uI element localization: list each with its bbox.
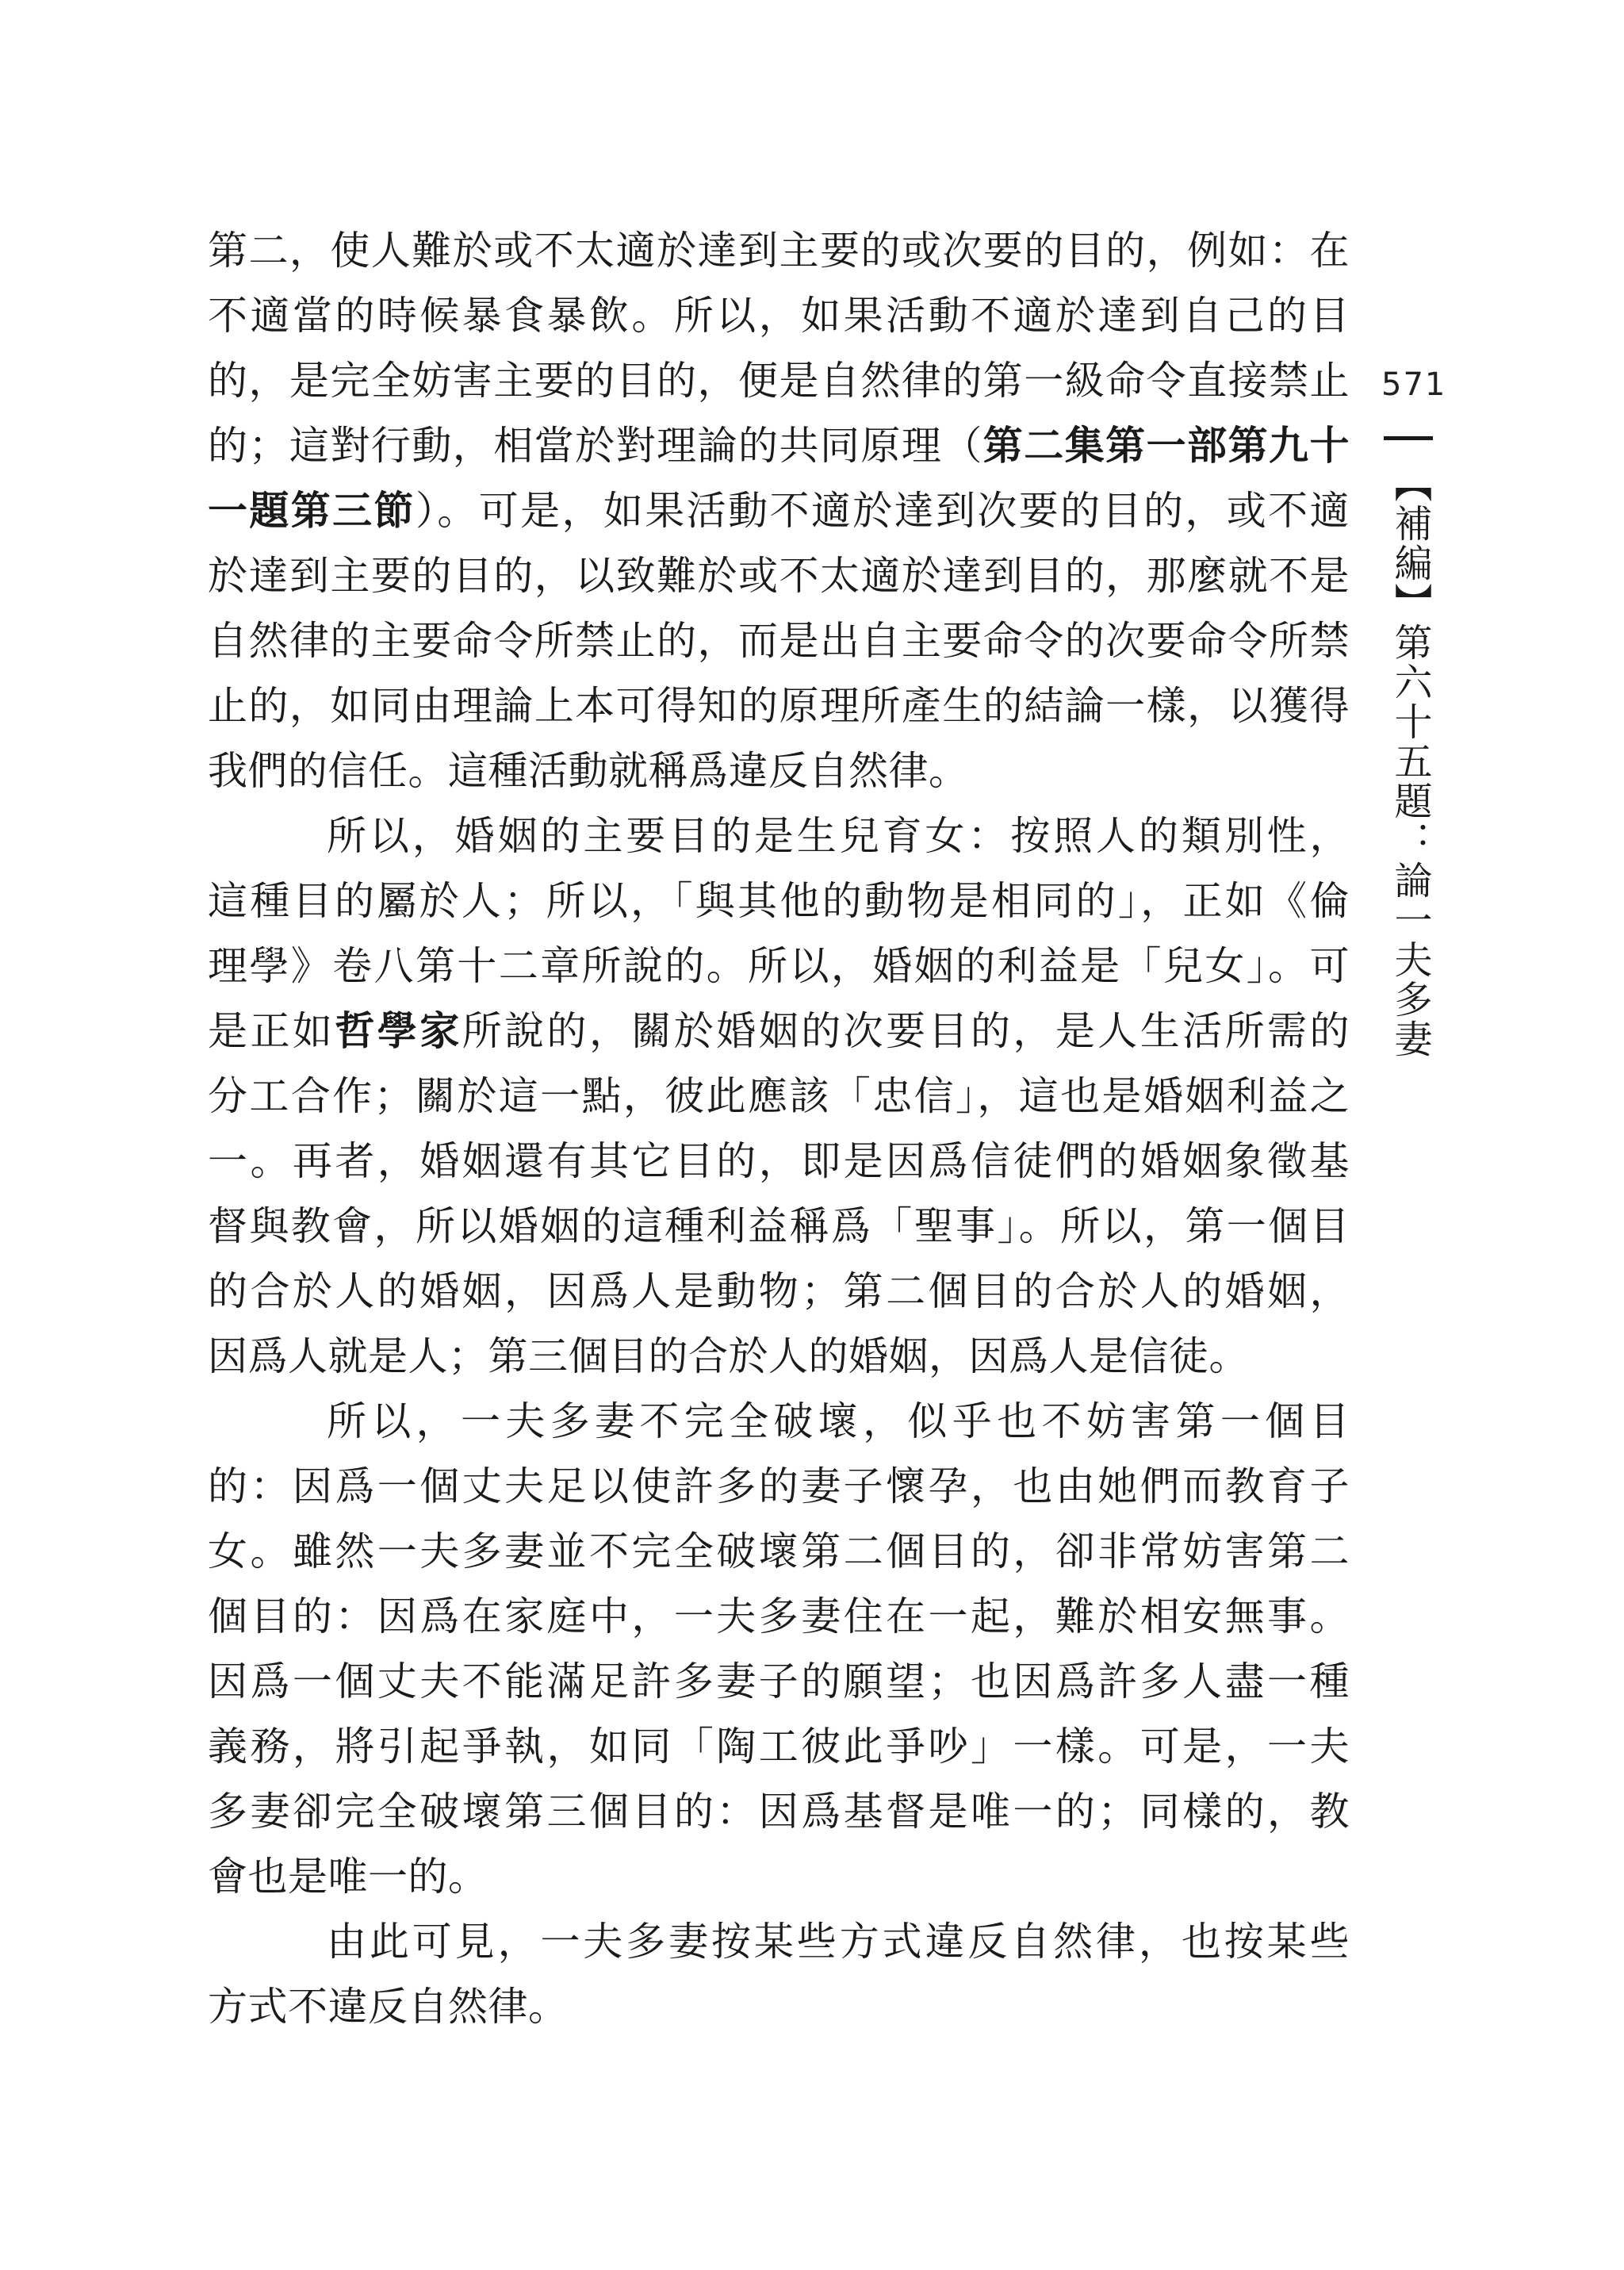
text-line [208, 1324, 1350, 1389]
body-text [208, 218, 1350, 2039]
text-segment: 方式不違反自然律。 [208, 1984, 569, 2030]
text-segment: 自然律的主要命令所禁止的，而是出自主要命令的次要命令所禁 [208, 618, 1350, 664]
text-segment: 分工合作；關於這一點，彼此應該「忠信」，這也是婚姻利益之 [208, 1073, 1350, 1119]
text-segment: 個目的：因爲在家庭中，一夫多妻住在一起，難於相安無事。 [208, 1593, 1350, 1639]
text-segment: 理學》卷八第十二章所說的。所以，婚姻的利益是「兒女」。可 [208, 943, 1350, 989]
text-segment: 所以，婚姻的主要目的是生兒育女：按照人的類別性， [327, 813, 1350, 859]
bold-reference: 哲學家 [335, 1008, 462, 1054]
text-line [208, 1909, 1350, 1974]
text-segment: 第二，使人難於或不太適於達到主要的或次要的目的，例如：在 [208, 228, 1350, 274]
text-segment: 因爲一個丈夫不能滿足許多妻子的願望；也因爲許多人盡一種 [208, 1658, 1350, 1704]
text-line [208, 1259, 1350, 1324]
text-line [208, 218, 1350, 283]
text-segment: 所說的，關於婚姻的次要目的，是人生活所需的 [462, 1008, 1350, 1054]
text-line [208, 1649, 1350, 1714]
text-line [208, 348, 1350, 413]
text-line [208, 803, 1350, 869]
page-number: 571 [1381, 366, 1447, 403]
text-line [208, 869, 1350, 934]
text-line [208, 1714, 1350, 1779]
text-segment: 於達到主要的目的，以致難於或不太適於達到目的，那麼就不是 [208, 553, 1350, 599]
text-line [208, 1129, 1350, 1194]
text-segment: 是正如 [208, 1008, 335, 1054]
text-segment: 的：因爲一個丈夫足以使許多的妻子懷孕，也由她們而教育子 [208, 1463, 1350, 1509]
text-line [208, 413, 1350, 478]
text-line [208, 1974, 1350, 2039]
bold-reference: 第二集第一部第九十 [982, 423, 1350, 469]
running-title: 【補編】第六十五題：論一夫多妻 [1388, 464, 1432, 1059]
text-line [208, 543, 1350, 608]
text-segment: 一。再者，婚姻還有其它目的，即是因爲信徒們的婚姻象徵基 [208, 1138, 1350, 1184]
text-segment: ）。可是，如果活動不適於達到次要的目的，或不適 [415, 488, 1350, 534]
text-line [208, 1844, 1350, 1909]
paragraph [208, 803, 1350, 1389]
paragraph [208, 1909, 1350, 2039]
text-line [208, 1454, 1350, 1519]
text-segment: 我們的信任。這種活動就稱爲違反自然律。 [208, 748, 969, 794]
text-line [208, 283, 1350, 348]
text-segment: 會也是唯一的。 [208, 1854, 488, 1900]
text-segment: 的，是完全妨害主要的目的，便是自然律的第一級命令直接禁止 [208, 358, 1350, 404]
text-line [208, 1779, 1350, 1844]
text-segment: 的；這對行動，相當於對理論的共同原理（ [208, 423, 983, 469]
text-segment: 的合於人的婚姻，因爲人是動物；第二個目的合於人的婚姻， [208, 1268, 1350, 1314]
text-line [208, 934, 1350, 999]
text-line [208, 1389, 1350, 1454]
paragraph [208, 1389, 1350, 1909]
text-line [208, 608, 1350, 673]
text-line [208, 673, 1350, 738]
paragraph [208, 218, 1350, 803]
text-segment: 止的，如同由理論上本可得知的原理所產生的結論一樣，以獲得 [208, 683, 1350, 729]
text-segment: 義務，將引起爭執，如同「陶工彼此爭吵」一樣。可是，一夫 [208, 1724, 1350, 1770]
text-line [208, 999, 1350, 1064]
side-rule [1384, 436, 1433, 440]
text-line [208, 1064, 1350, 1129]
text-segment: 多妻卻完全破壞第三個目的：因爲基督是唯一的；同樣的，教 [208, 1789, 1350, 1835]
text-segment: 督與教會，所以婚姻的這種利益稱爲「聖事」。所以，第一個目 [208, 1203, 1350, 1249]
text-line [208, 1519, 1350, 1584]
text-line [208, 1584, 1350, 1649]
bold-reference: 一題第三節 [208, 488, 416, 534]
text-segment: 由此可見，一夫多妻按某些方式違反自然律，也按某些 [327, 1919, 1350, 1965]
text-segment: 女。雖然一夫多妻並不完全破壞第二個目的，卻非常妨害第二 [208, 1528, 1350, 1574]
text-segment: 因爲人就是人；第三個目的合於人的婚姻，因爲人是信徒。 [208, 1333, 1249, 1379]
text-line [208, 738, 1350, 803]
text-line [208, 478, 1350, 543]
text-segment: 這種目的屬於人；所以，「與其他的動物是相同的」，正如《倫 [208, 878, 1350, 924]
text-segment: 不適當的時候暴食暴飲。所以，如果活動不適於達到自己的目 [208, 293, 1350, 339]
text-segment: 所以，一夫多妻不完全破壞，似乎也不妨害第一個目 [327, 1398, 1350, 1444]
text-line [208, 1194, 1350, 1259]
